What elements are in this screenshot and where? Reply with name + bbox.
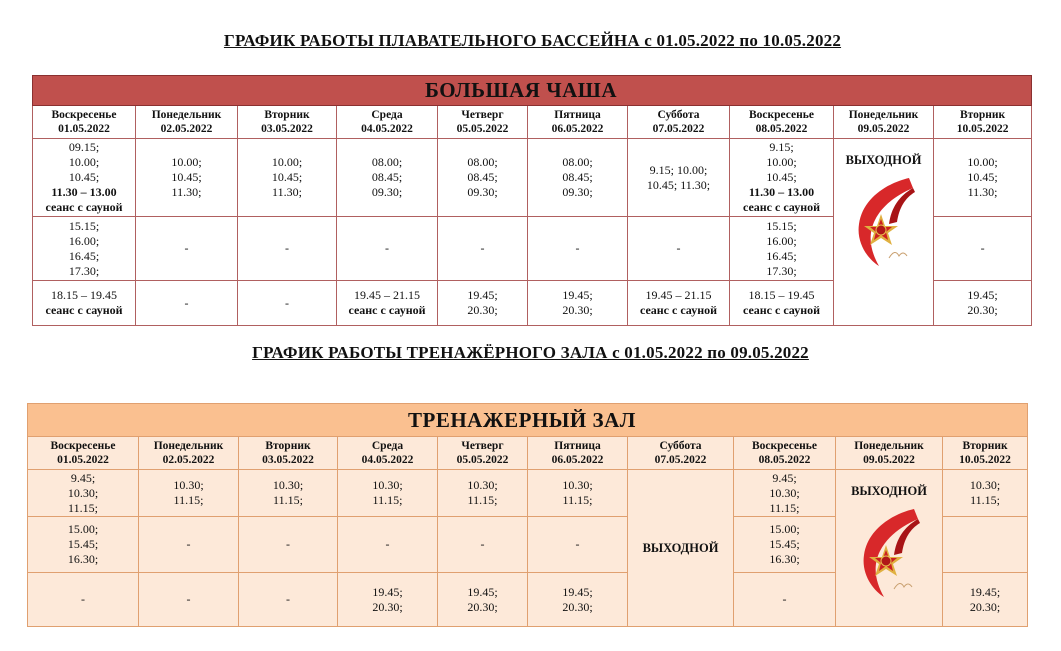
pool-schedule-title: ГРАФИК РАБОТЫ ПЛАВАТЕЛЬНОГО БАССЕЙНА с 01.05.2022 по 10.05.2022 — [223, 31, 842, 50]
day-date: 06.05.2022 — [551, 454, 604, 466]
session-times-cell — [33, 217, 136, 281]
day-date: 05.05.2022 — [456, 123, 509, 135]
session-time: 09.30; — [467, 185, 498, 199]
day-name: Понедельник — [151, 109, 222, 121]
session-times-cell — [28, 573, 139, 627]
session-time: - — [385, 241, 389, 255]
session-times-cell — [139, 573, 239, 627]
session-time: 10.30; — [372, 478, 403, 492]
session-times-cell — [438, 281, 528, 326]
session-times-cell — [438, 517, 528, 573]
session-time: 10.45; — [171, 170, 202, 184]
session-time: 19.45; — [372, 584, 403, 599]
session-times-cell — [943, 517, 1028, 573]
day-name: Пятница — [554, 109, 601, 121]
gym-section-band: ТРЕНАЖЕРНЫЙ ЗАЛ — [28, 404, 1028, 437]
session-time: 15.45; — [769, 537, 800, 551]
day-header — [628, 437, 734, 470]
pool-schedule-table — [32, 75, 1032, 326]
day-name: Суббота — [659, 440, 702, 452]
session-time: - — [782, 592, 787, 606]
session-times-cell — [438, 573, 528, 627]
day-name: Воскресенье — [749, 109, 814, 121]
session-time: 10.30; — [67, 485, 99, 500]
session-times-cell — [338, 573, 438, 627]
day-header — [628, 106, 730, 139]
session-time: 08.45; — [467, 170, 498, 184]
session-time: 11.30 – 13.00 — [51, 185, 117, 199]
session-time: сеанс с сауной — [639, 303, 718, 317]
session-time: 11.15; — [769, 500, 800, 515]
session-time: 20.30; — [562, 599, 593, 614]
session-time: 17.30; — [68, 263, 100, 278]
gym-schedule-title: ГРАФИК РАБОТЫ ТРЕНАЖЁРНОГО ЗАЛА с 01.05.2022 по 09.05.2022 — [252, 343, 809, 362]
day-header — [528, 437, 628, 470]
session-time: 20.30; — [372, 599, 403, 614]
day-name: Среда — [371, 440, 404, 452]
session-time: 10.30; — [272, 478, 304, 492]
day-name: Вторник — [264, 109, 310, 121]
session-time: 20.30; — [467, 303, 498, 317]
session-times-cell — [628, 139, 730, 217]
gym-schedule-table — [27, 403, 1028, 627]
session-time: 10.45; — [766, 170, 797, 184]
session-times-cell — [238, 217, 337, 281]
session-times-cell — [934, 217, 1032, 281]
session-time: - — [81, 592, 85, 606]
session-time: 17.30; — [766, 263, 797, 278]
session-time: 08.00; — [562, 155, 593, 169]
day-name: Вторник — [959, 109, 1006, 121]
session-time: 11.15; — [68, 500, 98, 515]
day-header — [139, 437, 239, 470]
session-time: 10.45; — [68, 170, 100, 184]
session-time: - — [285, 241, 289, 255]
session-time: 10.45; — [271, 170, 303, 184]
session-time: - — [676, 241, 681, 255]
day-date: 05.05.2022 — [456, 454, 509, 466]
day-header — [934, 106, 1032, 139]
session-time: 11.15; — [372, 493, 403, 507]
session-times-cell — [628, 217, 730, 281]
day-header — [836, 437, 943, 470]
session-time: 9.15; 10.00; — [649, 162, 708, 177]
session-times-cell — [528, 517, 628, 573]
schedule-row — [28, 470, 1028, 517]
session-time: - — [286, 537, 290, 551]
session-time: 10.45; — [967, 170, 998, 184]
session-time: 11.30 – 13.00 — [748, 185, 815, 199]
day-date: 02.05.2022 — [160, 123, 213, 135]
session-time: 16.45; — [68, 248, 100, 263]
session-time: - — [286, 592, 290, 606]
session-time: сеанс с сауной — [742, 200, 821, 214]
session-time: сеанс с сауной — [45, 200, 123, 214]
session-time: 19.45; — [562, 288, 593, 302]
day-off-cell — [834, 139, 934, 326]
session-time: 15.15; — [766, 218, 797, 233]
header-row — [33, 106, 1032, 139]
session-times-cell — [33, 281, 136, 326]
session-times-cell — [438, 139, 528, 217]
session-times-cell — [730, 139, 834, 217]
session-time: - — [285, 295, 289, 310]
session-time: 16.00; — [766, 233, 797, 248]
schedule-row — [33, 139, 1032, 217]
day-date: 08.05.2022 — [755, 123, 808, 135]
day-name: Воскресенье — [50, 440, 116, 452]
session-time: 11.15; — [173, 493, 204, 507]
session-time: - — [186, 592, 191, 606]
day-header — [834, 106, 934, 139]
day-name: Вторник — [962, 440, 1008, 452]
session-times-cell — [238, 281, 337, 326]
day-name: Вторник — [265, 440, 311, 452]
session-time: 08.45; — [562, 170, 593, 184]
session-times-cell — [438, 470, 528, 517]
session-time: сеанс с сауной — [45, 303, 123, 317]
session-times-cell — [33, 139, 136, 217]
day-header — [238, 106, 337, 139]
session-time: 15.45; — [67, 537, 99, 551]
session-times-cell — [136, 139, 238, 217]
session-times-cell — [734, 573, 836, 627]
session-times-cell — [934, 281, 1032, 326]
session-time: 20.30; — [467, 599, 498, 614]
session-time: 19.45; — [562, 584, 593, 599]
session-times-cell — [734, 517, 836, 573]
session-time: 9.15; — [769, 140, 794, 154]
day-header — [33, 106, 136, 139]
session-time: 09.15; — [68, 140, 100, 154]
day-date: 03.05.2022 — [262, 454, 314, 466]
session-times-cell — [734, 470, 836, 517]
session-time: - — [480, 537, 485, 551]
day-off-label: ВЫХОДНОЙ — [845, 153, 922, 167]
session-time: 15.00; — [769, 522, 800, 536]
session-time: 10.45; 11.30; — [646, 177, 711, 192]
session-time: 08.00; — [371, 155, 403, 169]
session-time: 10.00; — [766, 155, 797, 169]
session-time: - — [480, 241, 485, 255]
session-time: 19.45; — [967, 288, 998, 302]
session-times-cell — [239, 573, 338, 627]
session-time: - — [184, 295, 189, 310]
session-time: 10.00; — [171, 155, 202, 169]
day-header — [528, 106, 628, 139]
session-time: 10.00; — [271, 155, 303, 169]
day-date: 04.05.2022 — [361, 454, 414, 466]
session-time: 18.15 – 19.45 — [51, 288, 117, 302]
session-times-cell — [338, 517, 438, 573]
day-header — [730, 106, 834, 139]
day-header — [338, 437, 438, 470]
session-time: 11.15; — [273, 493, 303, 507]
day-header — [943, 437, 1028, 470]
session-time: 11.15; — [562, 493, 593, 507]
day-name: Четверг — [461, 109, 504, 121]
session-times-cell — [238, 139, 337, 217]
day-off-label: ВЫХОДНОЙ — [851, 484, 927, 498]
session-times-cell — [730, 281, 834, 326]
session-time: 10.00; — [68, 155, 100, 169]
day-date: 01.05.2022 — [58, 123, 110, 135]
session-times-cell — [943, 470, 1028, 517]
session-time: 16.45; — [766, 248, 797, 263]
day-date: 01.05.2022 — [57, 454, 109, 466]
day-header — [438, 437, 528, 470]
session-time: 20.30; — [967, 303, 998, 317]
day-date: 06.05.2022 — [551, 123, 604, 135]
day-name: Понедельник — [153, 440, 224, 452]
day-date: 07.05.2022 — [654, 454, 707, 466]
day-date: 09.05.2022 — [863, 454, 915, 466]
day-date: 02.05.2022 — [162, 454, 215, 466]
session-time: 15.00; — [67, 522, 99, 536]
session-times-cell — [528, 217, 628, 281]
session-times-cell — [528, 573, 628, 627]
day-header — [136, 106, 238, 139]
session-time: 11.15; — [467, 493, 498, 507]
day-date: 04.05.2022 — [361, 123, 413, 135]
session-time: 08.45; — [371, 170, 403, 184]
session-times-cell — [338, 470, 438, 517]
session-times-cell — [934, 139, 1032, 217]
victory-day-emblem-icon — [856, 505, 922, 601]
session-time: 10.00; — [967, 155, 998, 169]
day-name: Четверг — [461, 440, 504, 452]
session-times-cell — [136, 217, 238, 281]
day-date: 03.05.2022 — [261, 123, 313, 135]
session-time: 10.30; — [769, 485, 800, 500]
day-name: Воскресенье — [51, 109, 117, 121]
session-time: 19.45; — [969, 584, 1001, 599]
session-time: 19.45 – 21.15 — [354, 288, 420, 302]
session-times-cell — [28, 470, 139, 517]
day-date: 09.05.2022 — [857, 123, 910, 135]
session-time: - — [186, 537, 191, 551]
session-time: сеанс с сауной — [742, 303, 821, 317]
session-times-cell — [239, 470, 338, 517]
session-time: 09.30; — [562, 185, 593, 199]
session-time: 10.30; — [173, 478, 204, 492]
day-date: 10.05.2022 — [956, 123, 1009, 135]
day-off-cell — [836, 470, 943, 627]
session-time: - — [980, 241, 985, 255]
day-header — [438, 106, 528, 139]
day-name: Воскресенье — [752, 440, 817, 452]
session-times-cell — [628, 281, 730, 326]
session-time: - — [575, 241, 580, 255]
session-time: 19.45; — [467, 584, 498, 599]
session-times-cell — [943, 573, 1028, 627]
session-time: 11.30; — [272, 185, 302, 199]
session-time: 09.30; — [371, 185, 403, 199]
day-name: Пятница — [554, 440, 601, 452]
session-times-cell — [337, 217, 438, 281]
session-times-cell — [438, 217, 528, 281]
session-time: 10.30; — [562, 478, 593, 492]
session-times-cell — [528, 281, 628, 326]
session-times-cell — [730, 217, 834, 281]
day-header — [337, 106, 438, 139]
session-times-cell — [528, 470, 628, 517]
session-time: 11.15; — [970, 493, 1000, 507]
session-time: 19.45 – 21.15 — [645, 288, 712, 302]
session-time: 11.30; — [967, 185, 998, 199]
victory-day-emblem-icon — [851, 174, 917, 270]
day-name: Суббота — [657, 109, 700, 121]
session-time: 9.45; — [70, 470, 96, 485]
session-time: 10.30; — [969, 478, 1001, 492]
session-times-cell — [28, 517, 139, 573]
session-time: 08.00; — [467, 155, 498, 169]
session-time: 16.30; — [67, 552, 99, 566]
session-time: 20.30; — [969, 599, 1001, 614]
session-time: 16.30; — [769, 552, 800, 566]
session-time: 16.00; — [68, 233, 100, 248]
session-time: 19.45; — [467, 288, 498, 302]
session-times-cell — [528, 139, 628, 217]
session-time: 9.45; — [772, 470, 797, 485]
session-time: - — [575, 537, 580, 551]
session-times-cell — [337, 139, 438, 217]
day-off-cell — [628, 470, 734, 627]
session-time: - — [385, 537, 390, 551]
day-date: 10.05.2022 — [959, 454, 1011, 466]
session-time: 20.30; — [562, 303, 593, 317]
day-name: Понедельник — [854, 440, 924, 452]
session-time: 15.15; — [68, 218, 100, 233]
session-times-cell — [239, 517, 338, 573]
day-name: Понедельник — [848, 109, 919, 121]
session-time: - — [184, 241, 189, 255]
session-time: 11.30; — [171, 185, 202, 199]
day-header — [239, 437, 338, 470]
header-row — [28, 437, 1028, 470]
session-times-cell — [136, 281, 238, 326]
day-header — [28, 437, 139, 470]
day-date: 08.05.2022 — [758, 454, 811, 466]
day-name: Среда — [371, 109, 403, 121]
day-header — [734, 437, 836, 470]
session-time: сеанс с сауной — [348, 303, 426, 317]
day-off-label: ВЫХОДНОЙ — [642, 540, 719, 555]
session-time: 18.15 – 19.45 — [748, 288, 815, 302]
session-time: 10.30; — [467, 478, 498, 492]
session-times-cell — [337, 281, 438, 326]
pool-section-band: БОЛЬШАЯ ЧАША — [33, 76, 1032, 106]
session-times-cell — [139, 470, 239, 517]
session-times-cell — [139, 517, 239, 573]
day-date: 07.05.2022 — [652, 123, 705, 135]
